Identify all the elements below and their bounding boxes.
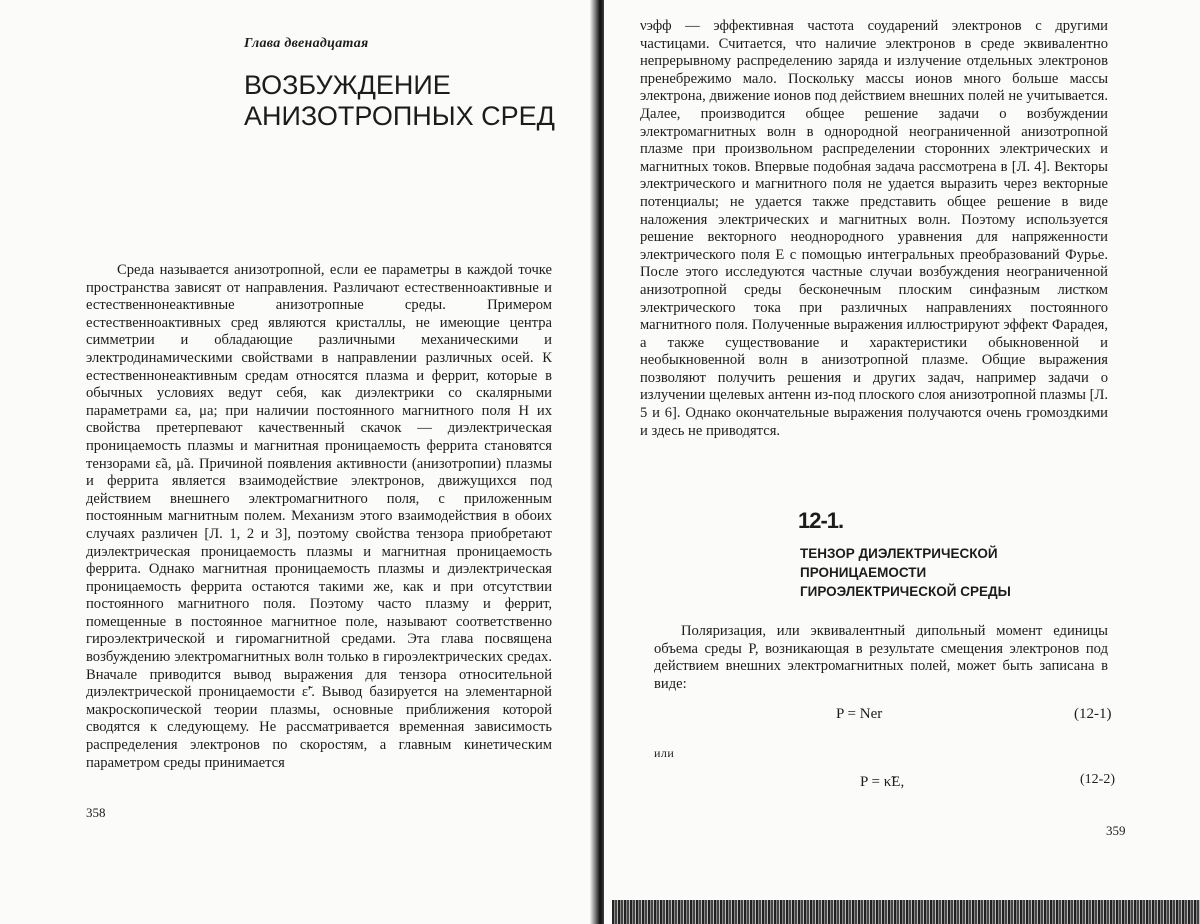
equation-12-1-label: (12-1) — [1074, 706, 1112, 722]
body-paragraph: νэфф — эффективная частота соударений электронов с другими частицами. Считается, что наличие электронов в среде эквивалентно непрерывному распределению заряда и излучение отдельных электронов пренебрежимо мало. Поскольку массы ионов много больше массы электрона, движение ионов под действием внешних полей не учитывается. Далее, производится общее решение задачи о возбуждении электромагнитных волн в однородной неограниченной анизотропной плазме при произвольном распределении сторонних электрических и магнитных токов. Впервые подобная задача рассмотрена в [Л. 4]. Векторы электрического и магнитного поля не удается выразить через векторные потенциалы; не удается также представить общее решение в виде наложения электрических и магнитных волн. Поэтому используется решение векторного неоднородного уравнения для напряженности электрического поля E с помощью интегральных преобразований Фурье. После этого исследуются частные случаи возбуждения неограниченной анизотропной среды бесконечным плоским синфазным листком электрического тока при различных направлениях постоянного магнитного поля. Полученные выражения иллюстрируют эффект Фарадея, а также существование и характеристики обыкновенной и необыкновенной волн в анизотропной плазме. Общие выражения позволяют получить решения и других задач, например задачи о излучении щелевых антенн из-под плоского слоя анизотропной плазмы [Л. 5 и 6]. Однако окончательные выражения получаются очень громоздкими и здесь не приводятся. — [640, 18, 1108, 439]
body-paragraph: Поляризация, или эквивалентный дипольный момент единицы объема среды P, возникающая в результате смещения электронов под действием внешних электромагнитных полей, может быть записана в виде: — [654, 623, 1108, 692]
chapter-title-line-1: ВОЗБУЖДЕНИЕ — [244, 70, 451, 100]
section-number: 12-1. — [798, 508, 844, 533]
right-page — [604, 0, 1200, 924]
left-page — [0, 0, 596, 924]
chapter-label: Глава двенадцатая — [244, 36, 369, 51]
page-number-right: 359 — [1106, 823, 1126, 838]
section-title-line-1: ТЕНЗОР ДИЭЛЕКТРИЧЕСКОЙ — [800, 546, 998, 561]
page-number-left: 358 — [86, 805, 106, 820]
section-body-text — [654, 623, 1108, 693]
equation-connector-word: или — [654, 746, 675, 760]
right-intro-text — [640, 18, 1108, 440]
left-body-text — [86, 262, 552, 772]
body-paragraph: Среда называется анизотропной, если ее параметры в каждой точке пространства зависят от направления. Различают естественноактивные и естественнонеактивные анизотропные среды. Примером естественноактивных сред являются кристаллы, не имеющие центра симметрии и обладающие различными механическими и электродинамическими свойствами в направлении различных осей. К естественнонеактивным средам относятся плазма и феррит, которые в обычных условиях ведут себя, как диэлектрики со скалярными параметрами εa, μa; при наличии постоянного магнитного поля H их свойства претерпевают качественный скачок — диэлектрическая проницаемость плазмы и магнитная проницаемость феррита становятся тензорами ε̃a, μ̃a. Причиной появления активности (анизотропии) плазмы и феррита является взаимодействие электронов, движущихся под действием внешнего электромагнитного поля, с приложенным постоянным магнитным полем. Механизм этого взаимодействия в обоих случаях различен [Л. 1, 2 и 3], поэтому свойства тензора приобретают диэлектрическая проницаемость плазмы и магнитная проницаемость феррита. Однако магнитная проницаемость плазмы и диэлектрическая проницаемость феррита остаются такими же, как и при отсутствии постоянного магнитного поля. Поэтому часто плазму и феррит, помещенные в постоянное магнитное поле, называют соответственно гироэлектрической и гиромагнитной средами. Эта глава посвящена возбуждению электромагнитных волн только в гироэлектрических средах. Вначале приводится вывод выражения для тензора относительной диэлектрической проницаемости ε̃′. Вывод базируется на элементарной макроскопической теории плазмы, основные приближения которой сводятся к следующему. Не рассматривается временная зависимость распределения электронов по скоростям, а главным кинетическим параметром среды принимается — [86, 262, 552, 771]
scan-noise-strip — [612, 900, 1200, 924]
section-title-line-2: ПРОНИЦАЕМОСТИ — [800, 565, 927, 580]
section-title-line-3: ГИРОЭЛЕКТРИЧЕСКОЙ СРЕДЫ — [800, 584, 1011, 599]
equation-12-2-label: (12-2) — [1080, 772, 1115, 787]
section-title — [800, 544, 1011, 601]
chapter-title — [244, 70, 555, 132]
equation-12-2: P = κ̃E, — [860, 774, 905, 790]
equation-12-1: P = Ner — [836, 706, 883, 722]
chapter-title-line-2: АНИЗОТРОПНЫХ СРЕД — [244, 101, 555, 131]
